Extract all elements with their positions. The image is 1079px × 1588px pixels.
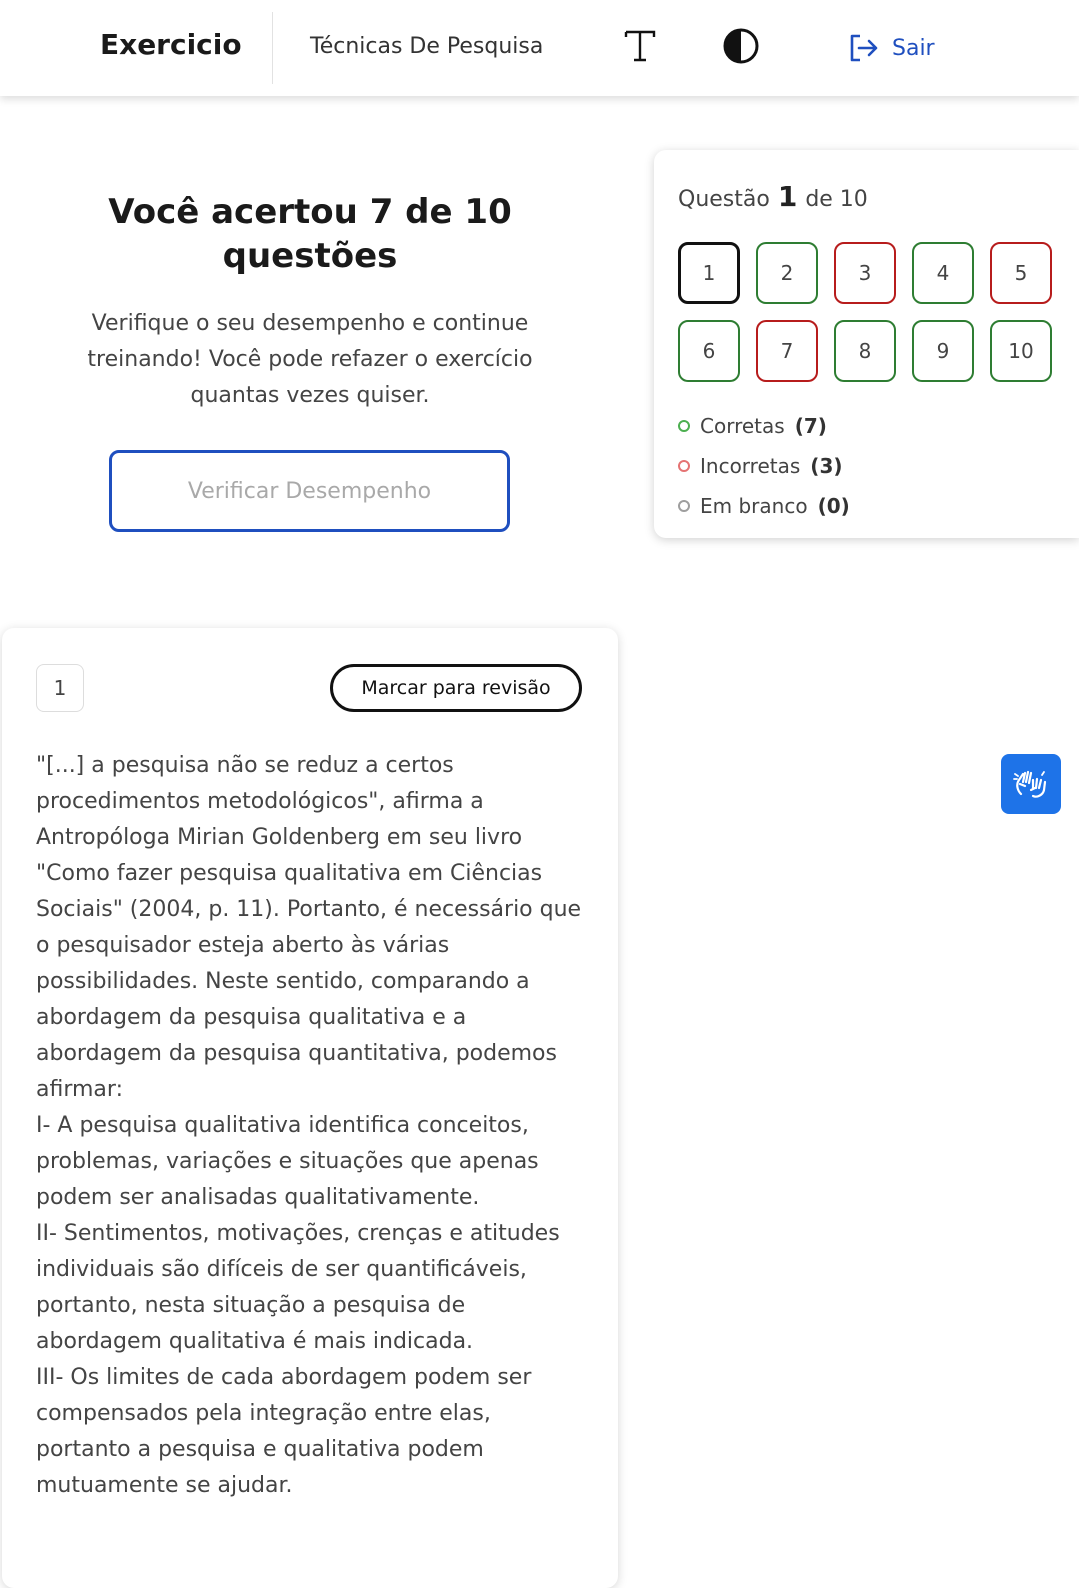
legend-correct xyxy=(678,406,850,446)
question-paragraph: III- Os limites de cada abordagem podem ser compensados pela integração entre elas, portanto a pesquisa e qualitativa podem mutuamente se ajudar. xyxy=(36,1365,532,1498)
current-question-number: 1 xyxy=(777,180,798,213)
question-nav-button[interactable]: 6 xyxy=(678,320,740,382)
legend xyxy=(678,406,850,526)
logout-button[interactable] xyxy=(846,30,935,66)
contrast-icon[interactable] xyxy=(722,27,760,65)
navigator-heading-prefix: Questão xyxy=(678,187,770,212)
legend-incorrect-label: Incorretas xyxy=(700,454,801,478)
legend-incorrect xyxy=(678,446,850,486)
legend-blank-count: (0) xyxy=(817,494,850,518)
navigator-heading xyxy=(678,180,868,213)
question-nav-button[interactable]: 2 xyxy=(756,242,818,304)
question-nav-button[interactable]: 10 xyxy=(990,320,1052,382)
question-paragraph: II- Sentimentos, motivações, crenças e atitudes individuais são difíceis de ser quantificáveis, portanto, nesta situação a pesquisa de abordagem qualitativa é mais indicada. xyxy=(36,1221,560,1354)
legend-correct-count: (7) xyxy=(794,414,827,438)
question-paragraph: I- A pesquisa qualitativa identifica conceitos, problemas, variações e situações que apenas podem ser analisadas qualitativamente. xyxy=(36,1113,539,1210)
legend-blank-label: Em branco xyxy=(700,494,808,518)
legend-blank xyxy=(678,486,850,526)
verify-performance-button[interactable]: Verificar Desempenho xyxy=(109,450,510,532)
sign-language-hands-icon xyxy=(1011,764,1051,804)
question-nav-button[interactable]: 9 xyxy=(912,320,974,382)
logout-label: Sair xyxy=(892,35,935,61)
navigator-heading-suffix: de 10 xyxy=(805,187,868,212)
mark-for-review-button[interactable]: Marcar para revisão xyxy=(330,664,582,712)
blank-dot-icon xyxy=(678,500,690,512)
text-size-icon[interactable] xyxy=(622,26,658,66)
app-title: Exercicio xyxy=(100,28,242,61)
legend-incorrect-count: (3) xyxy=(810,454,843,478)
question-nav-button[interactable]: 7 xyxy=(756,320,818,382)
question-nav-button[interactable]: 3 xyxy=(834,242,896,304)
header-divider xyxy=(272,12,273,84)
exercise-subject: Técnicas De Pesquisa xyxy=(310,34,544,59)
sign-language-button[interactable] xyxy=(1001,754,1061,814)
result-title: Você acertou 7 de 10 questões xyxy=(108,192,512,276)
incorrect-dot-icon xyxy=(678,460,690,472)
result-description: Verifique o seu desempenho e continue treinando! Você pode refazer o exercício quantas vezes quiser. xyxy=(87,311,533,408)
logout-icon xyxy=(846,31,880,65)
question-paragraph: "[...] a pesquisa não se reduz a certos procedimentos metodológicos", afirma a Antropóloga Mirian Goldenberg em seu livro "Como fazer pesquisa qualitativa em Ciências Sociais" (2004, p. 11). Portanto, é necessário que o pesquisador esteja aberto às várias possibilidades. Neste sentido, comparando a abordagem da pesquisa qualitativa e a abordagem da pesquisa quantitativa, podemos afirmar: xyxy=(36,753,582,1102)
question-navigator xyxy=(654,150,1079,538)
legend-correct-label: Corretas xyxy=(700,414,785,438)
question-text xyxy=(36,748,586,1504)
correct-dot-icon xyxy=(678,420,690,432)
question-nav-button[interactable]: 1 xyxy=(678,242,740,304)
question-number-badge: 1 xyxy=(36,664,84,712)
question-nav-button[interactable]: 8 xyxy=(834,320,896,382)
question-grid xyxy=(678,242,1052,382)
top-header xyxy=(0,0,1079,96)
question-nav-button[interactable]: 5 xyxy=(990,242,1052,304)
question-card xyxy=(2,628,618,1588)
question-nav-button[interactable]: 4 xyxy=(912,242,974,304)
